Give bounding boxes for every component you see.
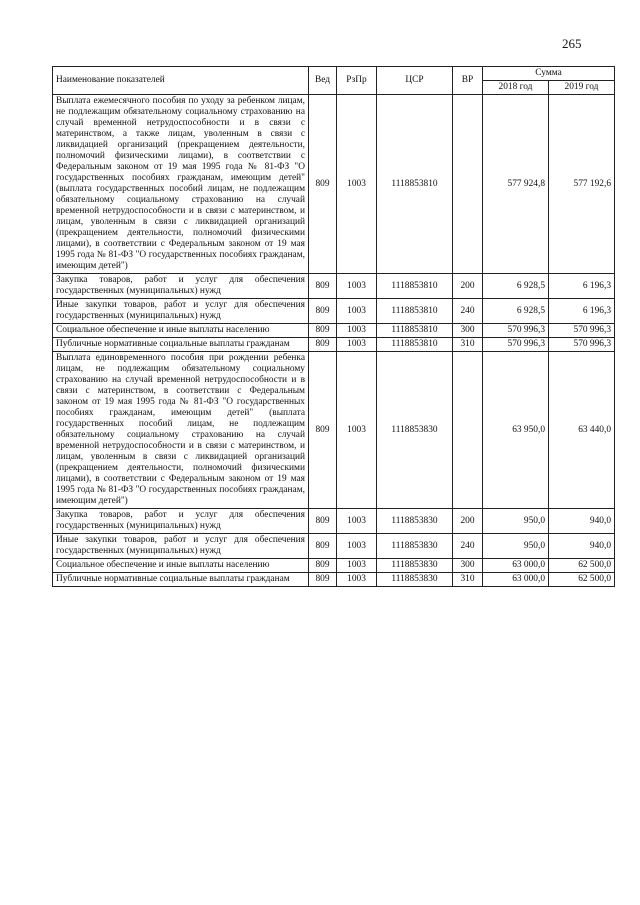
row-2019-cell: 570 996,3: [549, 338, 615, 352]
row-ved-cell: 809: [309, 509, 337, 534]
row-csr-cell: 1118853810: [377, 274, 453, 299]
row-vr-cell: [453, 352, 483, 509]
row-vr-cell: 310: [453, 573, 483, 587]
header-vr: ВР: [453, 67, 483, 95]
row-name-cell: Выплата единовременного пособия при рождении ребенка лицам, не подлежащим обязательному социальному страхованию на случай временной нетрудоспособности и в связи с материнством, в соответствии с Федеральным законом от 19 мая 1995 года № 81-ФЗ "О государственных пособиях гражданам, имеющим детей" (выплата государственных пособий лицам, не подлежащим обязательному социальному страхованию на случай временной нетрудоспособности и в связи с материнством, и лицам, уволенным в связи с ликвидацией организаций (прекращением деятельности, полномочий физическими лицами), в соответствии с Федеральным законом от 19 мая 1995 года № 81-ФЗ "О государственных пособиях гражданам, имеющим детей"): [53, 352, 309, 509]
row-2018-cell: 63 000,0: [483, 559, 549, 573]
table-row: [53, 95, 615, 274]
header-csr: ЦСР: [377, 67, 453, 95]
row-name-cell: Публичные нормативные социальные выплаты гражданам: [53, 338, 309, 352]
row-2018-cell: 570 996,3: [483, 324, 549, 338]
row-csr-cell: 1118853810: [377, 324, 453, 338]
header-sum: Сумма: [483, 67, 615, 81]
table-row: [53, 299, 615, 324]
table-row: [53, 559, 615, 573]
table-row: [53, 338, 615, 352]
row-2019-cell: 6 196,3: [549, 274, 615, 299]
row-name-cell: Выплата ежемесячного пособия по уходу за ребенком лицам, не подлежащим обязательному социальному страхованию на случай временной нетрудоспособности и в связи с материнством, а также лицам, уволенным в связи с ликвидацией организаций (прекращением деятельности, полномочий физическими лицами), в соответствии с Федеральным законом от 19 мая 1995 года № 81-ФЗ "О государственных пособиях гражданам, имеющим детей" (выплата государственных пособий лицам, не подлежащим обязательному социальному страхованию на случай временной нетрудоспособности и в связи с материнством, и лицам, уволенным в связи с ликвидацией организаций (прекращением деятельности, полномочий физическими лицами), в соответствии с Федеральным законом от 19 мая 1995 года № 81-ФЗ "О государственных пособиях гражданам, имеющим детей"): [53, 95, 309, 274]
row-ved-cell: 809: [309, 338, 337, 352]
header-rzpr: РзПр: [337, 67, 377, 95]
row-name-cell: Социальное обеспечение и иные выплаты населению: [53, 324, 309, 338]
row-name-cell: Социальное обеспечение и иные выплаты населению: [53, 559, 309, 573]
row-csr-cell: 1118853830: [377, 352, 453, 509]
table-row: [53, 573, 615, 587]
row-rzpr-cell: 1003: [337, 299, 377, 324]
row-2019-cell: 940,0: [549, 534, 615, 559]
row-rzpr-cell: 1003: [337, 534, 377, 559]
row-2018-cell: 63 000,0: [483, 573, 549, 587]
row-vr-cell: 240: [453, 299, 483, 324]
table-row: [53, 509, 615, 534]
row-ved-cell: 809: [309, 274, 337, 299]
row-2018-cell: 577 924,8: [483, 95, 549, 274]
row-ved-cell: 809: [309, 573, 337, 587]
row-2019-cell: 570 996,3: [549, 324, 615, 338]
table-row: [53, 324, 615, 338]
table-row: [53, 534, 615, 559]
row-2019-cell: 62 500,0: [549, 573, 615, 587]
row-vr-cell: 240: [453, 534, 483, 559]
row-name-cell: Иные закупки товаров, работ и услуг для обеспечения государственных (муниципальных) нужд: [53, 534, 309, 559]
row-csr-cell: 1118853830: [377, 509, 453, 534]
header-2019: 2019 год: [549, 81, 615, 95]
table-row: [53, 274, 615, 299]
row-2019-cell: 62 500,0: [549, 559, 615, 573]
row-2019-cell: 577 192,6: [549, 95, 615, 274]
row-rzpr-cell: 1003: [337, 573, 377, 587]
table-header: [53, 67, 615, 95]
header-name: Наименование показателей: [53, 67, 309, 95]
budget-table: [52, 66, 615, 587]
row-2019-cell: 63 440,0: [549, 352, 615, 509]
row-csr-cell: 1118853810: [377, 95, 453, 274]
row-name-cell: Закупка товаров, работ и услуг для обеспечения государственных (муниципальных) нужд: [53, 274, 309, 299]
row-ved-cell: 809: [309, 299, 337, 324]
row-vr-cell: [453, 95, 483, 274]
row-rzpr-cell: 1003: [337, 95, 377, 274]
row-ved-cell: 809: [309, 534, 337, 559]
row-vr-cell: 200: [453, 509, 483, 534]
row-vr-cell: 300: [453, 324, 483, 338]
row-rzpr-cell: 1003: [337, 352, 377, 509]
row-rzpr-cell: 1003: [337, 338, 377, 352]
header-ved: Вед: [309, 67, 337, 95]
row-ved-cell: 809: [309, 324, 337, 338]
row-2019-cell: 6 196,3: [549, 299, 615, 324]
row-rzpr-cell: 1003: [337, 559, 377, 573]
row-rzpr-cell: 1003: [337, 324, 377, 338]
row-2018-cell: 950,0: [483, 509, 549, 534]
row-2018-cell: 63 950,0: [483, 352, 549, 509]
row-vr-cell: 310: [453, 338, 483, 352]
row-ved-cell: 809: [309, 95, 337, 274]
row-2018-cell: 6 928,5: [483, 299, 549, 324]
row-csr-cell: 1118853830: [377, 534, 453, 559]
row-2018-cell: 950,0: [483, 534, 549, 559]
row-csr-cell: 1118853810: [377, 338, 453, 352]
row-name-cell: Закупка товаров, работ и услуг для обеспечения государственных (муниципальных) нужд: [53, 509, 309, 534]
row-2018-cell: 570 996,3: [483, 338, 549, 352]
row-2018-cell: 6 928,5: [483, 274, 549, 299]
table-body: [53, 95, 615, 587]
row-csr-cell: 1118853830: [377, 559, 453, 573]
row-vr-cell: 300: [453, 559, 483, 573]
row-ved-cell: 809: [309, 559, 337, 573]
row-2019-cell: 940,0: [549, 509, 615, 534]
row-rzpr-cell: 1003: [337, 274, 377, 299]
row-rzpr-cell: 1003: [337, 509, 377, 534]
row-name-cell: Публичные нормативные социальные выплаты гражданам: [53, 573, 309, 587]
table-row: [53, 352, 615, 509]
row-ved-cell: 809: [309, 352, 337, 509]
row-csr-cell: 1118853830: [377, 573, 453, 587]
row-vr-cell: 200: [453, 274, 483, 299]
row-name-cell: Иные закупки товаров, работ и услуг для обеспечения государственных (муниципальных) нужд: [53, 299, 309, 324]
header-2018: 2018 год: [483, 81, 549, 95]
page-number: 265: [562, 36, 582, 51]
row-csr-cell: 1118853810: [377, 299, 453, 324]
